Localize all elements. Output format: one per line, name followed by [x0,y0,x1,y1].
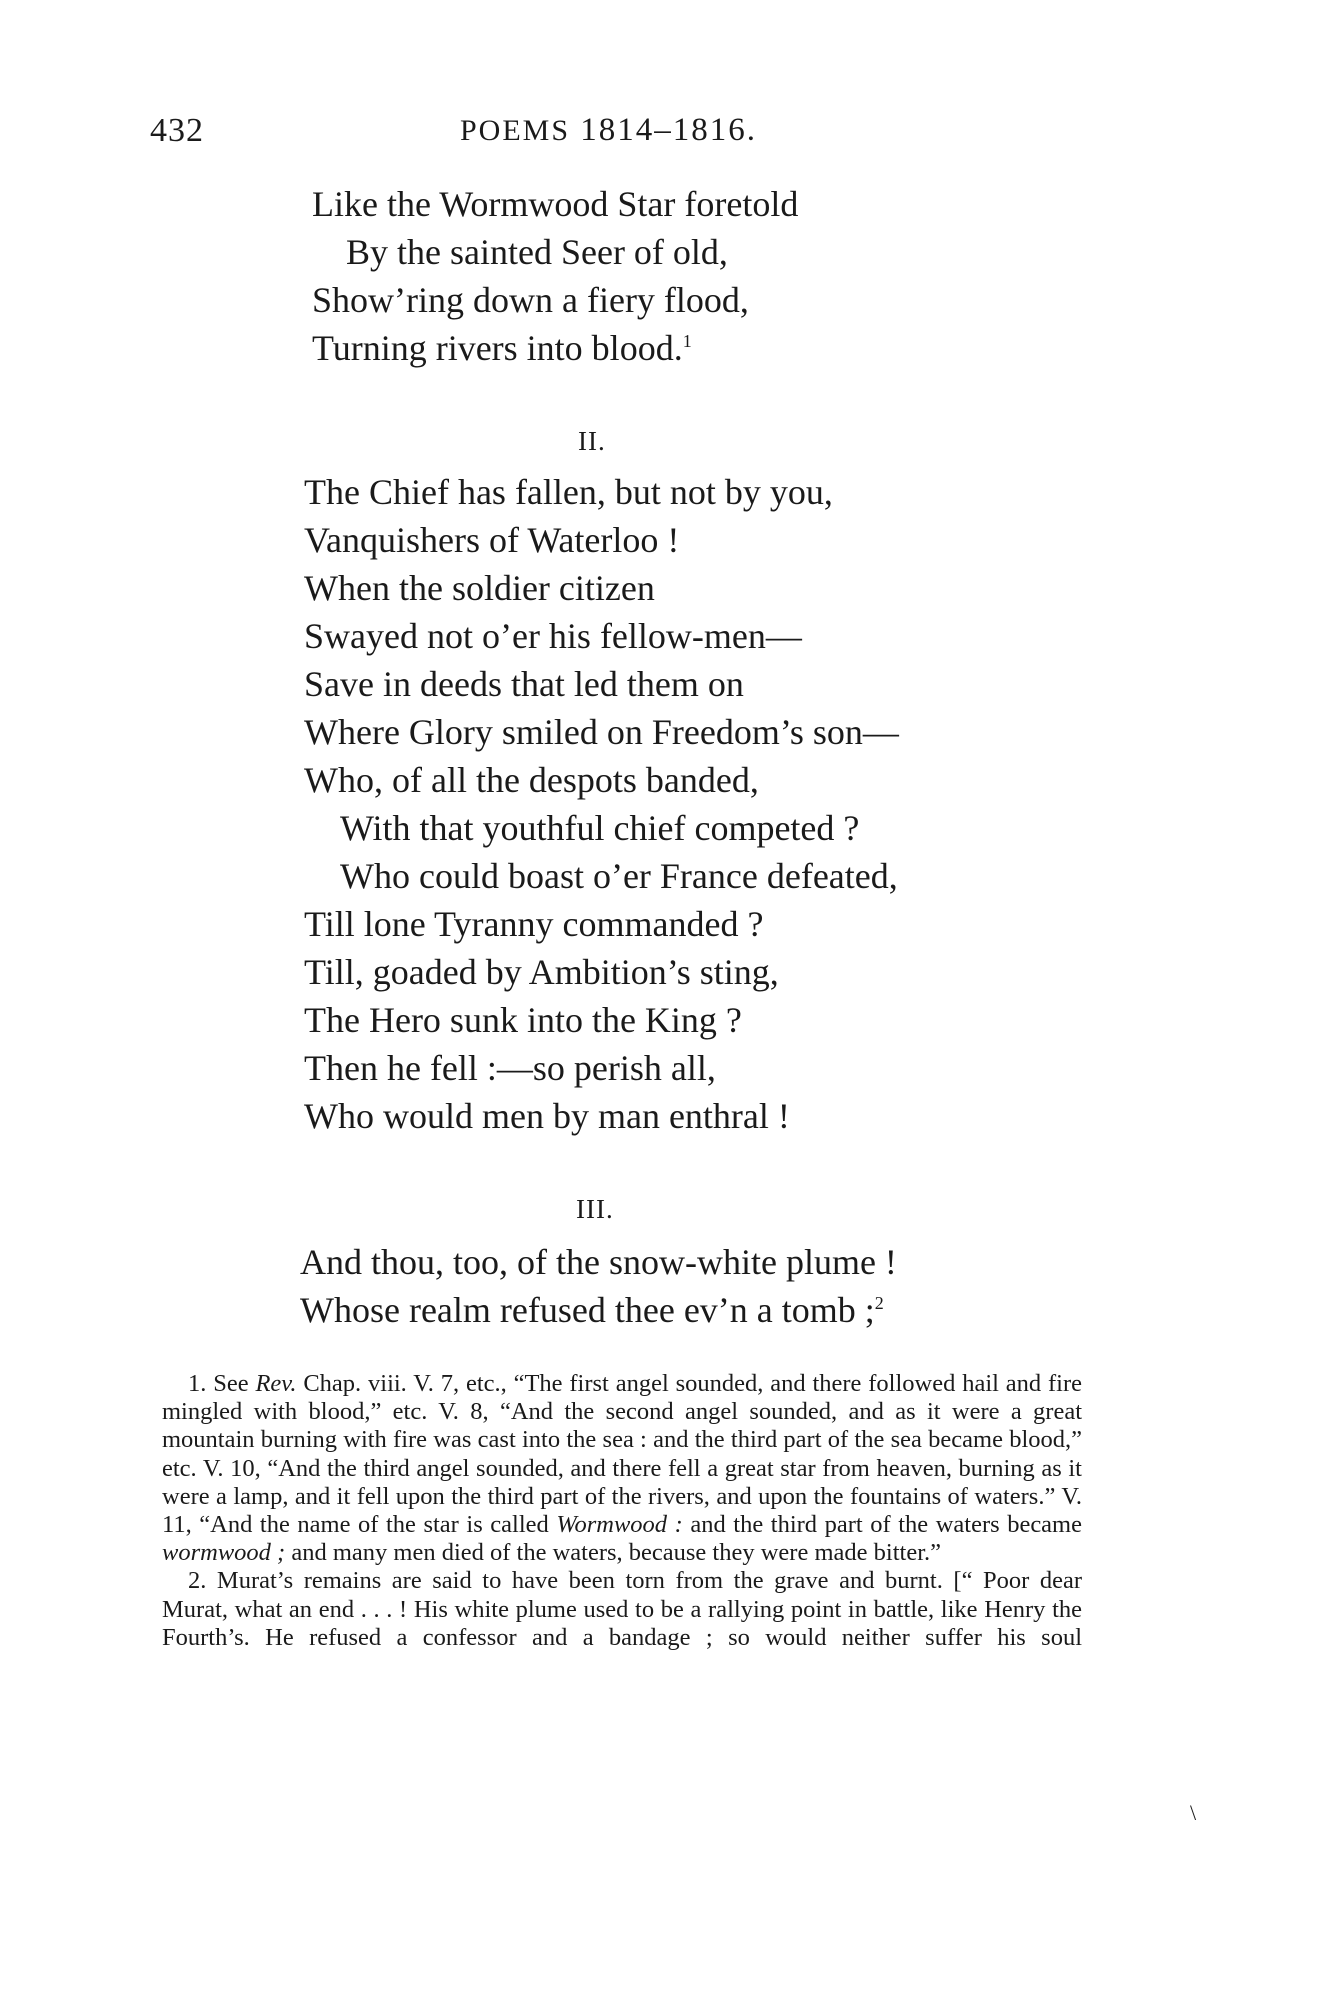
footnote-ref-1[interactable]: 1 [682,331,692,351]
running-head [460,112,757,149]
footnote-ref-2[interactable]: 2 [874,1293,884,1313]
verse-line: Till lone Tyranny commanded ? [304,904,764,944]
verse-line: Like the Wormwood Star foretold [312,184,799,224]
footnote-1-text: 1. See [188,1370,256,1397]
verse-line: With that youthful chief competed ? [340,808,860,848]
verse-line: The Hero sunk into the King ? [304,1000,742,1040]
footnote-1-text: and many men died of the waters, because they were made bitter.” [285,1539,941,1567]
verse-line: And thou, too, of the snow-white plume ! [300,1242,897,1282]
verse-line [300,1292,884,1328]
running-head-title: POEMS [460,114,571,147]
verse-line: Who would men by man enthral ! [304,1096,790,1136]
verse-line: Vanquishers of Waterloo ! [304,520,680,560]
verse-line: Save in deeds that led them on [304,664,744,704]
running-head-years: 1814–1816. [580,112,758,148]
verse-line: Swayed not o’er his fellow-men— [304,616,802,656]
verse-line-text: Whose realm refused thee ev’n a tomb ; [300,1290,875,1330]
verse-line-text: Turning rivers into blood. [312,328,683,368]
footnote-1-rev: Rev. [255,1370,297,1397]
footnote-1-text: and the third part of the waters became [682,1511,1082,1539]
footnote-1-wormwood: Wormwood : [556,1511,683,1539]
verse-line [312,330,692,366]
footnote-1-text: Chap. viii. V. 7, etc., “The first angel sounded, and there followed hail and fire mingled with blood,” etc. V. 8, “And the second angel sounded, and as it were a great mountain burning with fire was cast into the sea : and the third part of the sea became blood,” etc. V. 10, “And the third angel sounded, and there fell a great star from heaven, burning as it were a lamp, and it fell upon the third part of the rivers, and upon the fountains of waters.” V. 11, “And the name of the star is called [162,1370,1083,1539]
verse-line: Who, of all the despots banded, [304,760,759,800]
verse-line: Who could boast o’er France defeated, [340,856,898,896]
footnotes [162,1370,1082,1652]
verse-line: Till, goaded by Ambition’s sting, [304,952,779,992]
page-number: 432 [150,112,204,149]
verse-line: Then he fell :—so perish all, [304,1048,716,1088]
section-ii-heading: II. [578,426,606,456]
verse-line: Show’ring down a fiery flood, [312,280,749,320]
verse-line: The Chief has fallen, but not by you, [304,472,833,512]
verse-line: When the soldier citizen [304,568,655,608]
section-iii-heading: III. [576,1194,614,1224]
verse-line: By the sainted Seer of old, [346,232,728,272]
margin-mark: \ [1190,1800,1197,1825]
footnote-1-wormwood: wormwood ; [162,1539,286,1567]
footnote-2: 2. Murat’s remains are said to have been torn from the grave and burnt. [“ Poor dear Murat, what an end . . . ! His white plume used to be a rallying point in battle, like Henry the Fourth’s. He refused a confessor and a bandage ; so would neither suffer his soul [162,1567,1082,1651]
verse-line: Where Glory smiled on Freedom’s son— [304,712,899,752]
footnote-1 [162,1370,1082,1567]
